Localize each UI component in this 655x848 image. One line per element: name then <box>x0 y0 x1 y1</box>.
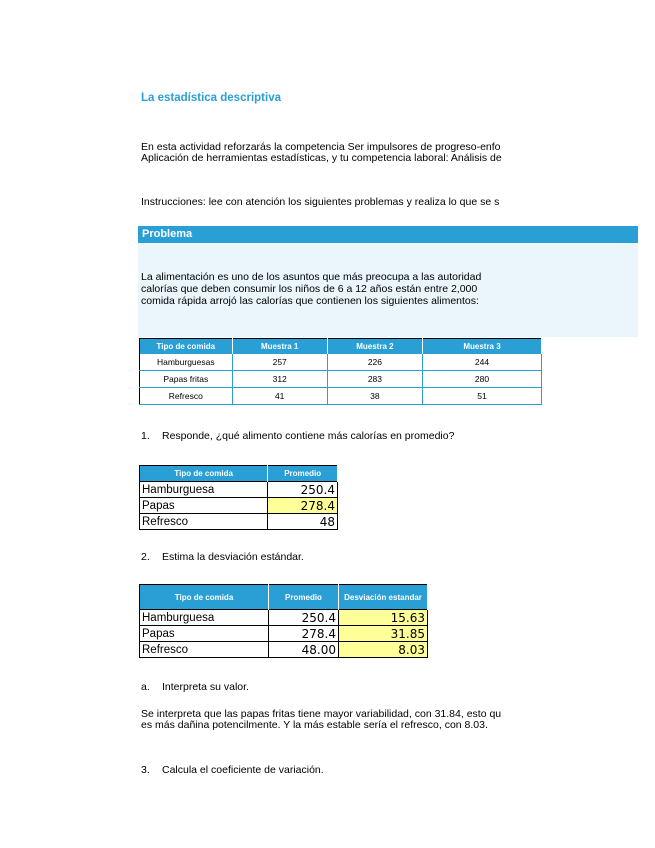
samples-cell: Refresco <box>140 388 233 405</box>
deviation-header-avg: Promedio <box>269 585 339 610</box>
problem-line-3: comida rápida arrojó las calorías que contienen los siguientes alimentos: <box>141 295 479 307</box>
table-row <box>140 514 338 530</box>
deviation-cell-avg: 48.00 <box>269 642 339 658</box>
samples-cell: 283 <box>327 371 422 388</box>
samples-cell: 257 <box>232 354 327 371</box>
deviation-header-std: Desviación estandar <box>339 585 428 610</box>
question-2-number: 2. <box>141 551 150 563</box>
samples-cell: Hamburguesas <box>140 354 233 371</box>
samples-header-m1: Muestra 1 <box>232 339 327 354</box>
instructions-text: Instrucciones: lee con atención los siguientes problemas y realiza lo que se s <box>141 196 500 208</box>
intro-line-2: Aplicación de herramientas estadísticas, y tu competencia laboral: Análisis de <box>141 152 502 164</box>
samples-cell: 312 <box>232 371 327 388</box>
samples-header-type: Tipo de comida <box>140 339 233 354</box>
deviation-cell-avg: 278.4 <box>269 626 339 642</box>
page-title: La estadística descriptiva <box>141 92 281 104</box>
samples-cell: 226 <box>327 354 422 371</box>
average-table <box>139 465 338 530</box>
deviation-cell-std: 8.03 <box>339 642 428 658</box>
samples-cell: 280 <box>423 371 542 388</box>
problem-header <box>138 226 638 243</box>
table-row <box>140 354 542 371</box>
question-a-text: Interpreta su valor. <box>162 681 249 693</box>
answer-line-1: Se interpreta que las papas fritas tiene mayor variabilidad, con 31.84, esto qu <box>141 708 502 720</box>
table-row <box>140 610 428 626</box>
question-a-number: a. <box>141 681 150 693</box>
problem-header-label: Problema <box>142 228 193 240</box>
samples-cell: 41 <box>232 388 327 405</box>
samples-cell: 244 <box>423 354 542 371</box>
average-cell-type: Papas <box>140 498 268 514</box>
deviation-cell-type: Refresco <box>140 642 269 658</box>
question-2-text: Estima la desviación estándar. <box>162 551 304 563</box>
average-header-type: Tipo de comida <box>140 466 268 482</box>
answer-line-2: es más dañina potencilmente. Y la más estable sería el refresco, con 8.03. <box>141 719 488 731</box>
question-3-number: 3. <box>141 764 150 776</box>
samples-header-m3: Muestra 3 <box>423 339 542 354</box>
table-row <box>140 498 338 514</box>
average-cell-value: 250.4 <box>268 482 338 498</box>
average-cell-type: Refresco <box>140 514 268 530</box>
question-3-text: Calcula el coeficiente de variación. <box>162 764 324 776</box>
intro-line-1: En esta actividad reforzarás la competencia Ser impulsores de progreso-enfo <box>141 141 501 153</box>
samples-header-m2: Muestra 2 <box>327 339 422 354</box>
average-cell-value: 48 <box>268 514 338 530</box>
deviation-cell-type: Hamburguesa <box>140 610 269 626</box>
average-header-avg: Promedio <box>268 466 338 482</box>
samples-cell: Papas fritas <box>140 371 233 388</box>
samples-cell: 38 <box>327 388 422 405</box>
samples-table <box>139 338 542 405</box>
average-cell-type: Hamburguesa <box>140 482 268 498</box>
question-1-number: 1. <box>141 430 150 442</box>
table-row <box>140 388 542 405</box>
deviation-cell-std: 31.85 <box>339 626 428 642</box>
table-row <box>140 482 338 498</box>
problem-line-2: calorías que deben consumir los niños de 6 a 12 años están entre 2,000 <box>141 283 478 295</box>
deviation-header-type: Tipo de comida <box>140 585 269 610</box>
table-row <box>140 642 428 658</box>
deviation-cell-std: 15.63 <box>339 610 428 626</box>
deviation-cell-avg: 250.4 <box>269 610 339 626</box>
average-cell-value-highlight: 278.4 <box>268 498 338 514</box>
samples-cell: 51 <box>423 388 542 405</box>
table-row <box>140 371 542 388</box>
table-row <box>140 626 428 642</box>
deviation-table <box>139 584 428 658</box>
deviation-cell-type: Papas <box>140 626 269 642</box>
problem-line-1: La alimentación es uno de los asuntos que más preocupa a las autoridad <box>141 271 482 283</box>
question-1-text: Responde, ¿qué alimento contiene más calorías en promedio? <box>162 430 455 442</box>
